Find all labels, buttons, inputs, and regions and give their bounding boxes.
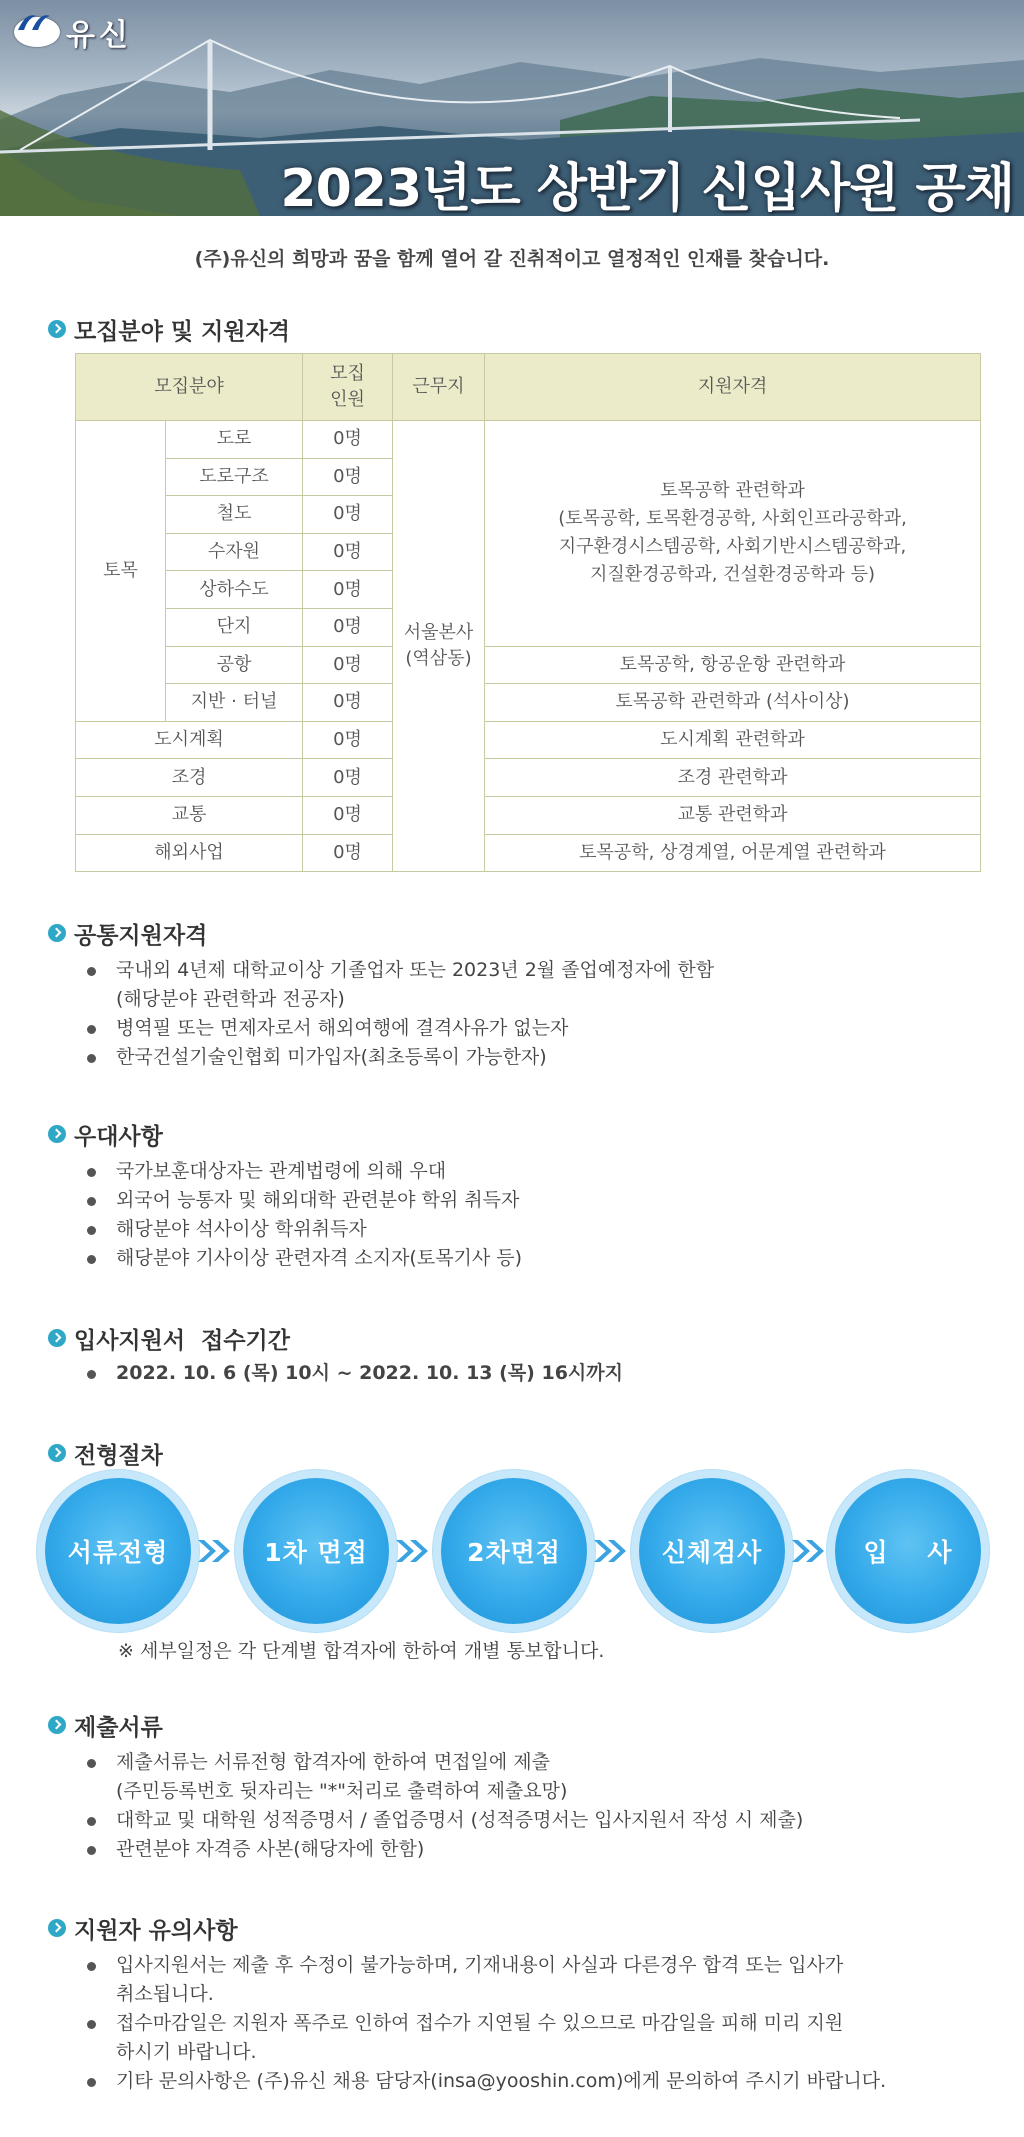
count-cell: 0명 [303, 571, 393, 609]
list-item: 병역필 또는 면제자로서 해외여행에 결격사유가 없는자 [48, 1014, 714, 1043]
table-header-row [76, 354, 981, 421]
field-cell: 공항 [166, 646, 303, 684]
section-title [48, 1119, 522, 1149]
field-cell: 조경 [76, 759, 303, 797]
table-row [76, 796, 981, 834]
table-row [76, 421, 981, 459]
list-item: 대학교 및 대학원 성적증명서 / 졸업증명서 (성적증명서는 입사지원서 작성 시 제출) [48, 1806, 803, 1835]
preference-list [48, 1157, 522, 1273]
notice-list [48, 1951, 886, 2096]
category-civil: 토목 [76, 421, 166, 722]
header-qualification: 지원자격 [485, 354, 981, 421]
count-cell: 0명 [303, 759, 393, 797]
section-title-text: 제출서류 [74, 1714, 163, 1741]
field-cell: 도시계획 [76, 721, 303, 759]
field-cell: 도로구조 [166, 458, 303, 496]
count-cell: 0명 [303, 608, 393, 646]
field-cell: 해외사업 [76, 834, 303, 872]
header-field: 모집분야 [76, 354, 303, 421]
qualification-cell: 토목공학 관련학과 (석사이상) [485, 684, 981, 722]
count-cell: 0명 [303, 796, 393, 834]
section-title-text: 모집분야 및 지원자격 [74, 318, 290, 345]
list-item: 2022. 10. 6 (목) 10시 ~ 2022. 10. 13 (목) 16시까지 [48, 1359, 623, 1388]
list-item: 해당분야 석사이상 학위취득자 [48, 1215, 522, 1244]
qualification-cell: 조경 관련학과 [485, 759, 981, 797]
list-item: 한국건설기술인협회 미가입자(최초등록이 가능한자) [48, 1043, 714, 1072]
step-medical: 신체검사 [639, 1478, 785, 1624]
field-cell: 도로 [166, 421, 303, 459]
step-interview-2: 2차면접 [441, 1478, 587, 1624]
period-section [48, 1323, 623, 1388]
list-item: 관련분야 자격증 사본(해당자에 한함) [48, 1835, 803, 1864]
count-cell: 0명 [303, 421, 393, 459]
field-cell: 상하수도 [166, 571, 303, 609]
common-section [48, 918, 714, 1072]
count-cell: 0명 [303, 496, 393, 534]
count-cell: 0명 [303, 721, 393, 759]
table-row [76, 646, 981, 684]
period-list [48, 1359, 623, 1388]
process-steps [0, 1478, 1024, 1628]
count-cell: 0명 [303, 458, 393, 496]
section-title-text: 지원자 유의사항 [74, 1917, 238, 1944]
qualification-cell: 토목공학 관련학과 (토목공학, 토목환경공학, 사회인프라공학과, 지구환경시스템공학, 사회기반시스템공학과, 지질환경공학과, 건설환경공학과 등) [485, 421, 981, 647]
qualification-cell: 토목공학, 상경계열, 어문계열 관련학과 [485, 834, 981, 872]
list-item: 입사지원서는 제출 후 수정이 불가능하며, 기재내용이 사실과 다른경우 합격 또는 입사가 취소됩니다. [48, 1951, 886, 2009]
section-title [48, 314, 290, 344]
documents-section [48, 1710, 803, 1864]
documents-list [48, 1748, 803, 1864]
qualification-cell: 토목공학, 항공운항 관련학과 [485, 646, 981, 684]
count-cell: 0명 [303, 533, 393, 571]
location-cell: 서울본사 (역삼동) [393, 421, 485, 872]
preference-section [48, 1119, 522, 1273]
count-cell: 0명 [303, 684, 393, 722]
header-banner [0, 0, 1024, 216]
count-cell: 0명 [303, 834, 393, 872]
list-item: 국가보훈대상자는 관계법령에 의해 우대 [48, 1157, 522, 1186]
double-chevron-icon [196, 1536, 232, 1566]
step-join: 입 사 [835, 1478, 981, 1624]
count-cell: 0명 [303, 646, 393, 684]
field-cell: 단지 [166, 608, 303, 646]
field-cell: 수자원 [166, 533, 303, 571]
table-row [76, 834, 981, 872]
field-cell: 철도 [166, 496, 303, 534]
list-item: 접수마감일은 지원자 폭주로 인하여 접수가 지연될 수 있으므로 마감일을 피해 미리 지원 하시기 바랍니다. [48, 2009, 886, 2067]
step-interview-1: 1차 면접 [243, 1478, 389, 1624]
header-count: 모집 인원 [303, 354, 393, 421]
arrow-circle-icon [48, 924, 66, 942]
table-row [76, 721, 981, 759]
yooshin-logo-icon [14, 17, 60, 47]
double-chevron-icon [394, 1536, 430, 1566]
step-document: 서류전형 [45, 1478, 191, 1624]
section-title-text: 입사지원서 접수기간 [74, 1327, 290, 1354]
section-title-text: 전형절차 [74, 1442, 163, 1469]
arrow-circle-icon [48, 320, 66, 338]
company-logo [14, 10, 132, 54]
process-note: ※ 세부일정은 각 단계별 합격자에 한하여 개별 통보합니다. [118, 1640, 605, 1662]
logo-text: 유신 [66, 18, 132, 53]
recruit-section [48, 314, 290, 344]
section-title-text: 우대사항 [74, 1123, 163, 1150]
arrow-circle-icon [48, 1444, 66, 1462]
common-list [48, 956, 714, 1072]
arrow-circle-icon [48, 1919, 66, 1937]
table-row [76, 759, 981, 797]
process-section [48, 1438, 163, 1468]
list-item: 기타 문의사항은 (주)유신 채용 담당자(insa@yooshin.com)에게 문의하여 주시기 바랍니다. [48, 2067, 886, 2096]
header-location: 근무지 [393, 354, 485, 421]
section-title [48, 1710, 803, 1740]
arrow-circle-icon [48, 1329, 66, 1347]
field-cell: 지반 · 터널 [166, 684, 303, 722]
list-item: 국내외 4년제 대학교이상 기졸업자 또는 2023년 2월 졸업예정자에 한함 (해당분야 관련학과 전공자) [48, 956, 714, 1014]
section-title [48, 1438, 163, 1468]
section-title [48, 1323, 623, 1353]
list-item: 해당분야 기사이상 관련자격 소지자(토목기사 등) [48, 1244, 522, 1273]
recruit-table [75, 353, 981, 872]
arrow-circle-icon [48, 1716, 66, 1734]
table-row [76, 684, 981, 722]
arrow-circle-icon [48, 1125, 66, 1143]
double-chevron-icon [790, 1536, 826, 1566]
qualification-cell: 도시계획 관련학과 [485, 721, 981, 759]
section-title-text: 공통지원자격 [74, 922, 208, 949]
list-item: 제출서류는 서류전형 합격자에 한하여 면접일에 제출 (주민등록번호 뒷자리는 "*"처리로 출력하여 제출요망) [48, 1748, 803, 1806]
list-item: 외국어 능통자 및 해외대학 관련분야 학위 취득자 [48, 1186, 522, 1215]
slogan: (주)유신의 희망과 꿈을 함께 열어 갈 진취적이고 열정적인 인재를 찾습니다. [194, 248, 830, 270]
section-title [48, 918, 714, 948]
double-chevron-icon [592, 1536, 628, 1566]
field-cell: 교통 [76, 796, 303, 834]
notice-section [48, 1913, 886, 2096]
qualification-cell: 교통 관련학과 [485, 796, 981, 834]
section-title [48, 1913, 886, 1943]
page-title: 2023년도 상반기 신입사원 공채 [280, 159, 1014, 216]
